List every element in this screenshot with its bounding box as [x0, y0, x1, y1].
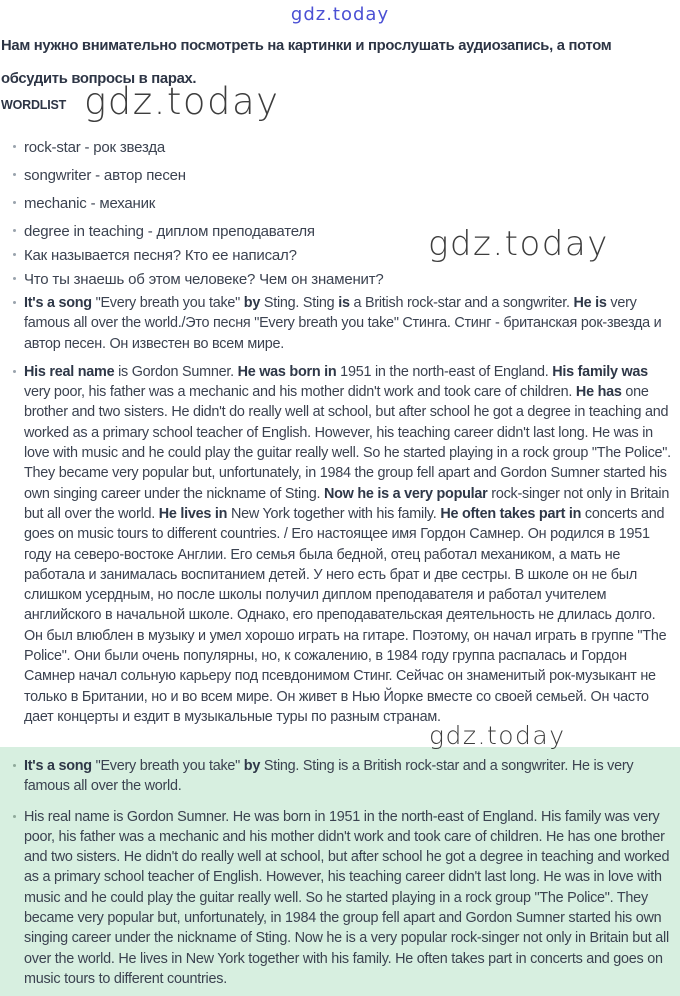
highlighted-answers-section: [0, 747, 680, 996]
answers-list: [0, 293, 680, 727]
wordlist-item: degree in teaching - диплом преподавателя: [0, 221, 680, 242]
wordlist: [0, 137, 680, 290]
clean-answer-item-song: It's a song "Every breath you take" by Sting. Sting is a British rock-star and a songwriter. He is very famous all over the world.: [0, 756, 677, 797]
site-watermark-mid: gdz.today: [428, 224, 609, 264]
clean-answers-list: [0, 756, 680, 989]
site-watermark-top: gdz.today: [290, 4, 390, 25]
question-item: Что ты знаешь об этом человеке? Чем он знаменит?: [0, 269, 680, 290]
site-watermark-large: gdz.today: [84, 80, 280, 123]
wordlist-item: mechanic - механик: [0, 193, 680, 214]
wordlist-item: rock-star - рок звезда: [0, 137, 680, 158]
question-item: Как называется песня? Кто ее написал?: [0, 245, 680, 266]
wordlist-heading: WORDLIST: [1, 98, 67, 112]
answer-item-biography: His real name is Gordon Sumner. He was born in 1951 in the north-east of England. His family was very poor, his father was a mechanic and his mother didn't work and took care of children. He has one brother and two sisters. He didn't do really well at school, but after school he got a degree in teaching and worked as a primary school teacher of English. However, his teaching career didn't last long. He was in love with music and he could play the guitar really well. So he started playing in a rock group "The Police". They became very popular but, unfortunately, in 1984 the group fell apart and Gordon Sumner started his own singing career under the nickname of Sting. Now he is a very popular rock-singer not only in Britain but all over the world. He lives in New York together with his family. He often takes part in concerts and goes on music tours to different countries. / Его настоящее имя Гордон Самнер. Он родился в 1951 году на северо-востоке Англии. Его семья была бедной, отец работал механиком, а мать не работала и занималась воспитанием детей. У него есть брат и две сестры. В школе он не был слишком усердным, но после школы получил диплом преподавателя и работал учителем английского в начальной школе. Однако, его преподавательская деятельность не длилась долго. Он был влюблен в музыку и умел хорошо играть на гитаре. Поэтому, он начал играть в группе "The Police". Они были очень популярны, но, к сожалению, в 1984 году группа распалась и Гордон Самнер начал сольную карьеру под псевдонимом Стинг. Сейчас он знаменитый рок-музыкант не только в Британии, но и во всем мире. Он живет в Нью Йорке вместе со своей семьей. Он часто дает концерты и ездит в музыкальные туры по разным странам.: [0, 362, 677, 727]
clean-answer-item-biography: His real name is Gordon Sumner. He was born in 1951 in the north-east of England. His family was very poor, his father was a mechanic and his mother didn't work and took care of children. He has one brother and two sisters. He didn't do really well at school, but after school he got a degree in teaching and worked as a primary school teacher of English. However, his teaching career didn't last long. He was in love with music and he could play the guitar really well. So he started playing in a rock group "The Police". They became very popular but, unfortunately, in 1984 the group fell apart and Gordon Sumner started his own singing career under the nickname of Sting. Now he is a very popular rock-singer not only in Britain but all over the world. He lives in New York together with his family. He often takes part in concerts and goes on music tours to different countries.: [0, 807, 677, 990]
task-description: Нам нужно внимательно посмотреть на картинки и прослушать аудиозапись, а потом обсудить вопросы в парах.: [1, 38, 612, 87]
wordlist-item: songwriter - автор песен: [0, 165, 680, 186]
answer-item-song: It's a song "Every breath you take" by Sting. Sting is a British rock-star and a songwriter. He is very famous all over the world./Это песня "Every breath you take" Стинга. Стинг - британская рок-звезда и автор песен. Он известен во всем мире.: [0, 293, 677, 354]
site-watermark-bottom: gdz.today: [429, 721, 566, 750]
